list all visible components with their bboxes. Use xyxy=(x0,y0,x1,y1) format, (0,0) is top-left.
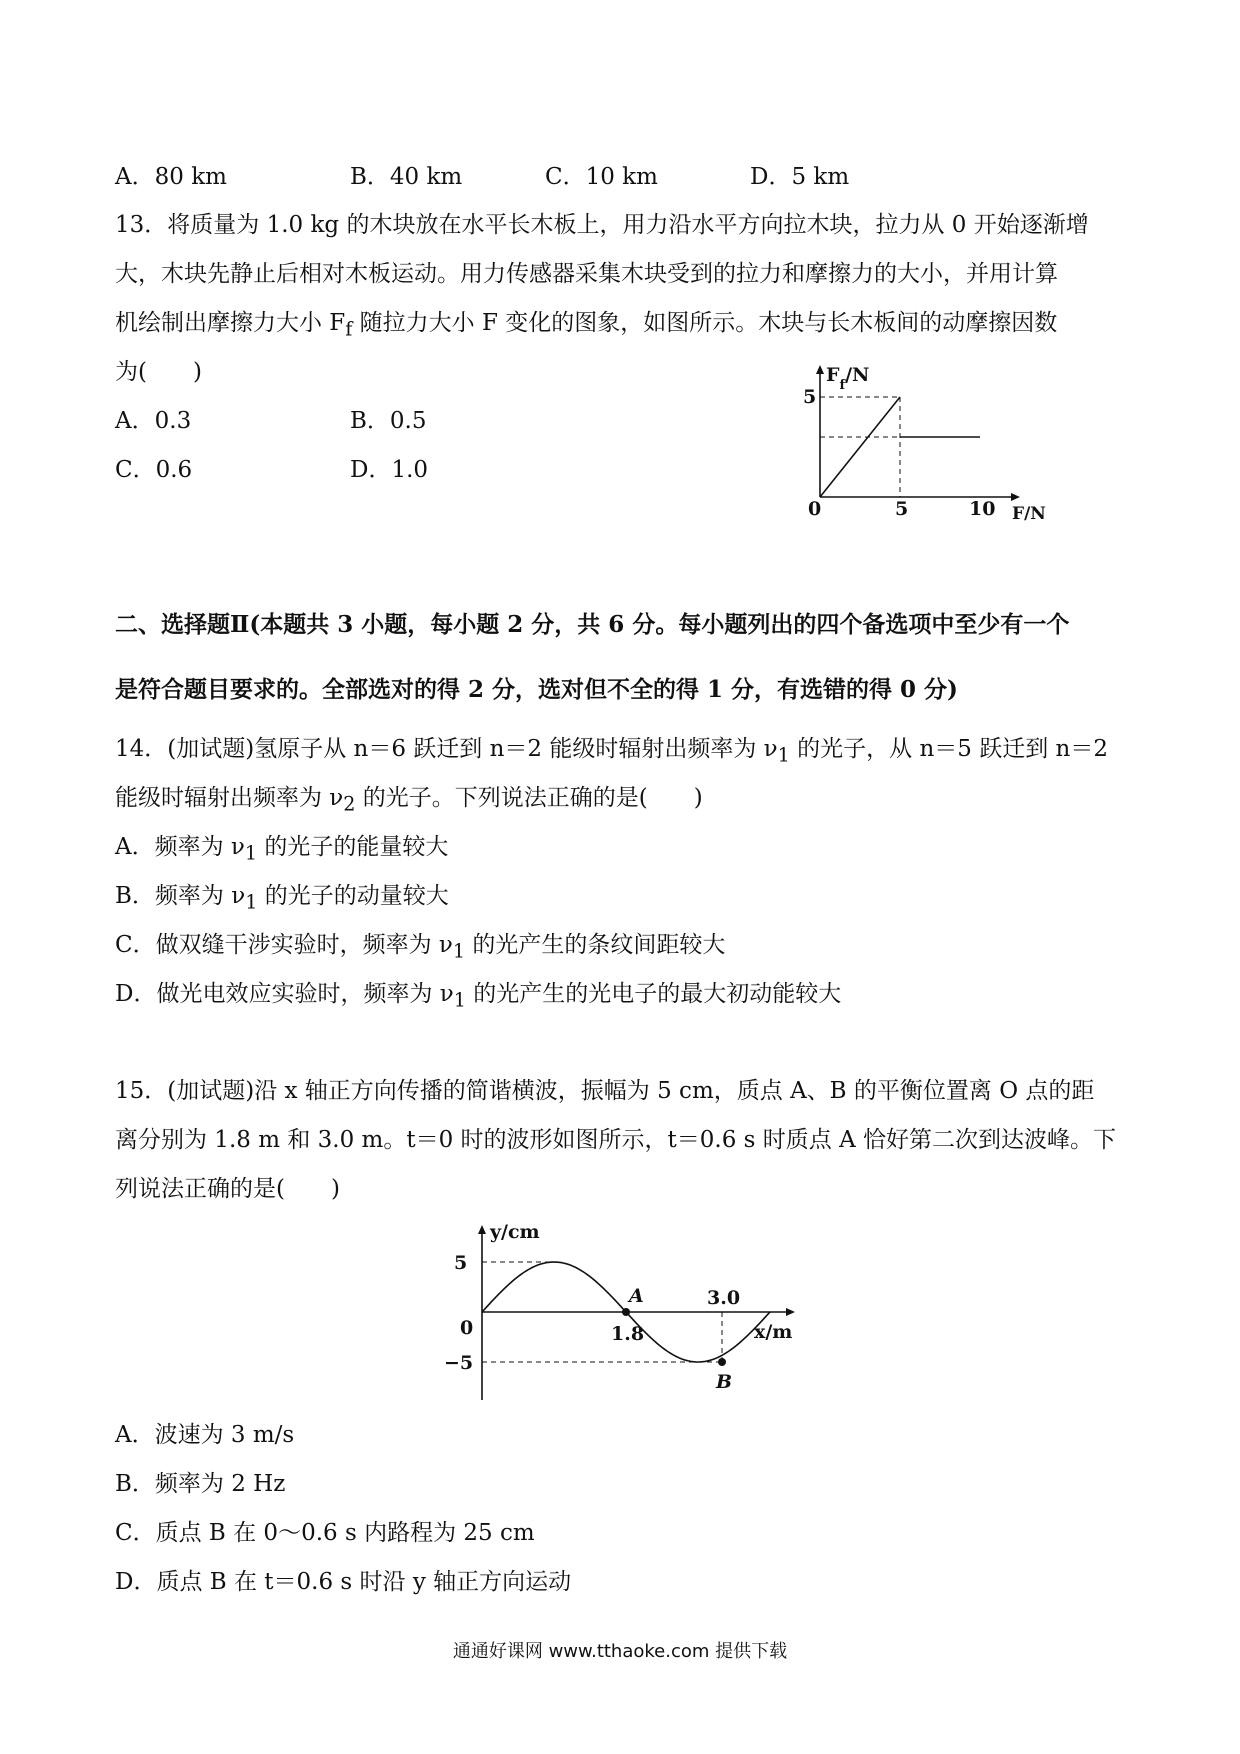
wave-graph xyxy=(432,1220,792,1410)
friction-graph-x-tick-10: 10 xyxy=(969,498,996,520)
q15-option-a: A．波速为 3 m/s xyxy=(115,1422,295,1448)
wave-graph-x-label: x/m xyxy=(754,1321,793,1343)
q14-option-c: C．做双缝干涉实验时，频率为 $\nu_1$ 的光产生的条纹间距较大 xyxy=(115,932,726,963)
friction-graph-x-tick-5: 5 xyxy=(895,498,909,520)
wave-graph-y-tick-minus-5: −5 xyxy=(444,1352,474,1374)
friction-graph-y-label: $F_f/N$ xyxy=(826,364,870,393)
friction-graph-x-arrow xyxy=(1011,493,1020,501)
section-2-heading-line-1: 二、选择题Ⅱ(本题共 3 小题，每小题 2 分，共 6 分。每小题列出的四个备选项中至少有一个 xyxy=(115,611,1070,638)
q15-option-d: D．质点 B 在 t＝0.6 s 时沿 y 轴正方向运动 xyxy=(115,1569,572,1595)
q14-line-1: 14．(加试题)氢原子从 n＝6 跃迁到 n＝2 能级时辐射出频率为 $\nu_1$ 的光子，从 n＝5 跃迁到 n＝2 xyxy=(115,736,1108,767)
q13-line-4: 为( ) xyxy=(115,359,202,385)
q13-line-3: 机绘制出摩擦力大小 $F_f$ 随拉力大小 F 变化的图象，如图所示。木块与长木板间的动摩擦因数 xyxy=(115,310,1058,341)
q13-line-1: 13．将质量为 1.0 kg 的木块放在水平长木板上，用力沿水平方向拉木块，拉力从 0 开始逐渐增 xyxy=(115,212,1089,238)
q13-option-d: D．1.0 xyxy=(350,457,429,483)
q14-option-a: A．频率为 $\nu_1$ 的光子的能量较大 xyxy=(115,834,449,865)
friction-graph xyxy=(800,364,1060,524)
wave-graph-x-tick-3.0: 3.0 xyxy=(707,1287,741,1309)
q15-option-c: C．质点 B 在 0～0.6 s 内路程为 25 cm xyxy=(115,1520,535,1546)
friction-graph-y-arrow xyxy=(816,365,824,374)
wave-graph-y-arrow xyxy=(478,1225,486,1234)
q13-option-a: A．0.3 xyxy=(115,408,192,434)
wave-graph-y-label: y/cm xyxy=(490,1221,540,1243)
q13-line-2: 大，木块先静止后相对木板运动。用力传感器采集木块受到的拉力和摩擦力的大小，并用计算 xyxy=(115,261,1058,287)
wave-graph-label-b: B xyxy=(716,1371,733,1393)
friction-graph-static-line xyxy=(820,397,900,497)
footer-source: 通通好课网 www.tthaoke.com 提供下载 xyxy=(452,1641,788,1662)
q13-option-c: C．0.6 xyxy=(115,457,193,483)
wave-graph-y-tick-5: 5 xyxy=(454,1252,468,1274)
q12-option-d: D．5 km xyxy=(750,164,850,190)
wave-graph-label-a: A xyxy=(629,1285,644,1307)
friction-graph-origin-label: 0 xyxy=(808,498,822,520)
q12-option-a: A．80 km xyxy=(115,164,227,190)
wave-graph-x-arrow xyxy=(786,1308,795,1316)
q14-option-b: B．频率为 $\nu_1$ 的光子的动量较大 xyxy=(115,883,449,914)
q15-option-b: B．频率为 2 Hz xyxy=(115,1471,286,1497)
section-2-heading-line-2: 是符合题目要求的。全部选对的得 2 分，选对但不全的得 1 分，有选错的得 0 分) xyxy=(115,676,958,703)
wave-graph-x-tick-1.8: 1.8 xyxy=(611,1323,645,1345)
wave-graph-point-a xyxy=(622,1308,630,1316)
q12-option-b: B．40 km xyxy=(350,164,463,190)
q15-line-3: 列说法正确的是( ) xyxy=(115,1176,340,1202)
q13-option-b: B．0.5 xyxy=(350,408,427,434)
wave-graph-origin-label: 0 xyxy=(460,1317,474,1339)
q12-option-c: C．10 km xyxy=(545,164,658,190)
wave-graph-point-b xyxy=(718,1358,726,1366)
q15-line-2: 离分别为 1.8 m 和 3.0 m。t＝0 时的波形如图所示，t＝0.6 s 时质点 A 恰好第二次到达波峰。下 xyxy=(115,1127,1116,1153)
friction-graph-x-label: F/N xyxy=(1012,504,1046,524)
q14-line-2: 能级时辐射出频率为 $\nu_2$ 的光子。下列说法正确的是( ) xyxy=(115,785,703,816)
friction-graph-y-tick-5: 5 xyxy=(803,386,817,408)
q15-line-1: 15．(加试题)沿 x 轴正方向传播的简谐横波，振幅为 5 cm，质点 A、B 的平衡位置离 O 点的距 xyxy=(115,1078,1095,1104)
q14-option-d: D．做光电效应实验时，频率为 $\nu_1$ 的光产生的光电子的最大初动能较大 xyxy=(115,981,842,1012)
